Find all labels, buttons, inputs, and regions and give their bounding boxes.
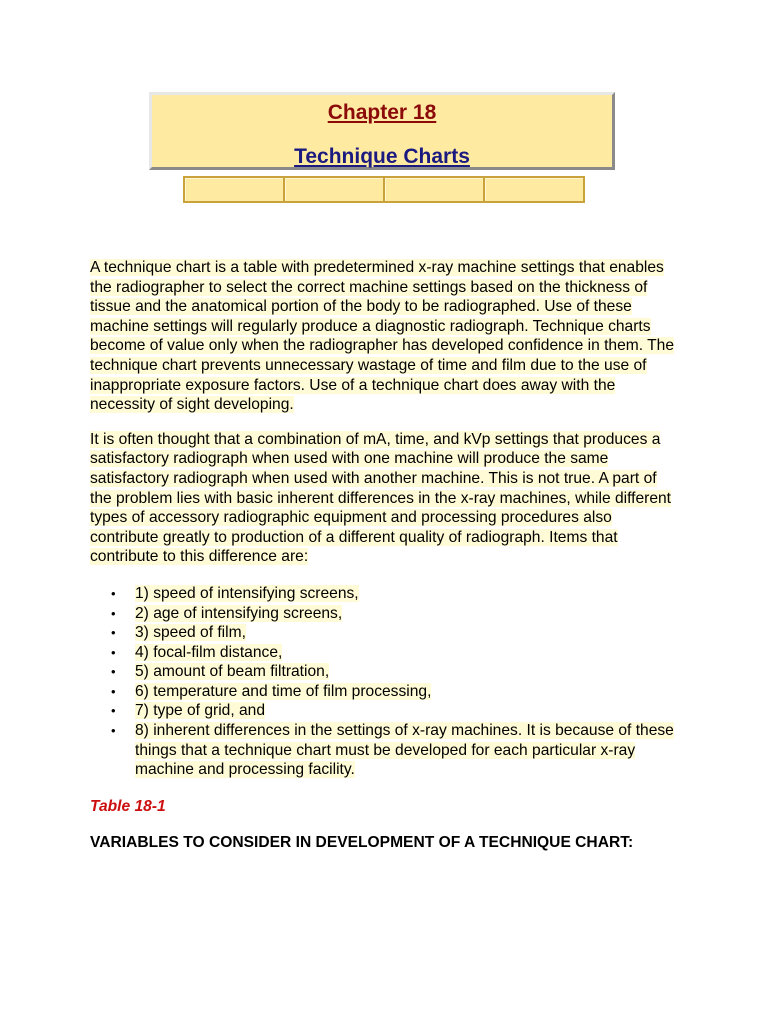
chapter-header-box [149, 92, 615, 170]
paragraph-text: A technique chart is a table with predetermined x-ray machine settings that enables the radiographer to select the correct machine settings based on the thickness of tissue and the anatomical portion of the body to be radiographed. Use of these machine settings will regularly produce a diagnostic radiograph. Technique charts become of value only when the radiographer has developed confidence in them. The technique chart prevents unnecessary wastage of time and film due to the use of inappropriate exposure factors. Use of a technique chart does away with the necessity of sight developing. [90, 259, 674, 414]
list-item [135, 682, 682, 702]
list-item [135, 643, 682, 663]
paragraph-text: It is often thought that a combination of mA, time, and kVp settings that produces a satisfactory radiograph when used with one machine will produce the same satisfactory radiograph when used with another machine. This is not true. A part of the problem lies with basic inherent differences in the x-ray machines, while different types of accessory radiographic equipment and processing procedures also contribute greatly to production of a different quality of radiograph. Items that contribute to this difference are: [90, 430, 672, 566]
list-item [135, 701, 682, 721]
differences-paragraph [90, 430, 682, 567]
nav-cell[interactable] [185, 178, 285, 201]
list-item-text: 8) inherent differences in the settings of x-ray machines. It is because of these things that a technique chart must be developed for each particular x-ray machine and processing facility. [135, 722, 674, 779]
table-heading: VARIABLES TO CONSIDER IN DEVELOPMENT OF A TECHNIQUE CHART: [90, 834, 634, 852]
chapter-title: Technique Charts [294, 145, 470, 168]
factors-list [90, 584, 682, 780]
chapter-body [90, 258, 682, 853]
list-item [135, 662, 682, 682]
list-item-text: 7) type of grid, and [135, 702, 266, 720]
list-item [135, 604, 682, 624]
list-item [135, 721, 682, 780]
nav-cell[interactable] [485, 178, 583, 201]
list-item [135, 584, 682, 604]
list-item-text: 1) speed of intensifying screens, [135, 584, 359, 602]
list-item-text: 2) age of intensifying screens, [135, 604, 343, 622]
list-item-text: 4) focal-film distance, [135, 643, 283, 661]
list-item-text: 3) speed of film, [135, 624, 246, 642]
chapter-nav-bar [183, 176, 585, 203]
intro-paragraph [90, 258, 682, 415]
list-item-text: 5) amount of beam filtration, [135, 663, 330, 681]
list-item-text: 6) temperature and time of film processing, [135, 682, 432, 700]
list-item [135, 623, 682, 643]
table-label: Table 18-1 [90, 797, 166, 815]
nav-cell[interactable] [285, 178, 385, 201]
nav-cell[interactable] [385, 178, 485, 201]
chapter-number: Chapter 18 [327, 101, 437, 124]
